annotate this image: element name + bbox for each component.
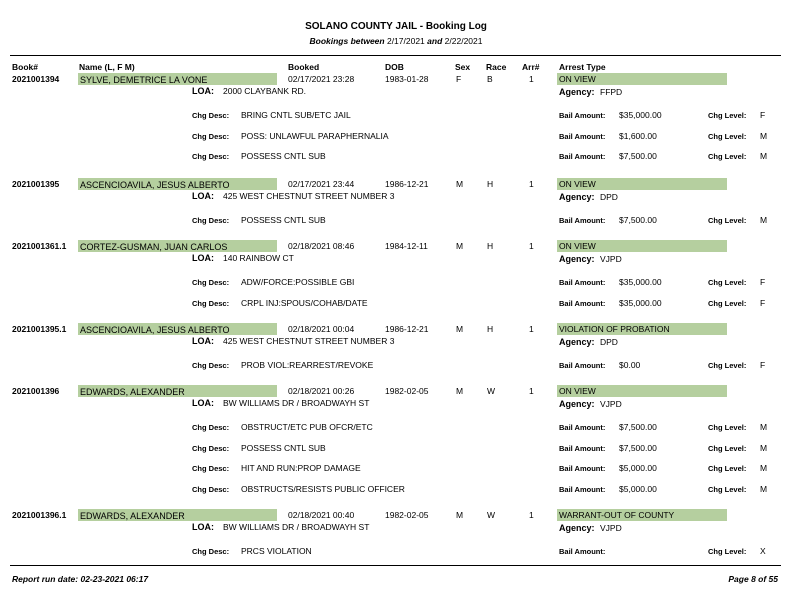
- header-rule: [10, 55, 781, 56]
- location-of-arrest: BW WILLIAMS DR / BROADWAYH ST: [223, 398, 370, 408]
- sex: M: [456, 509, 464, 520]
- booked-datetime: 02/18/2021 00:26: [288, 385, 355, 396]
- arrest-type: ON VIEW: [559, 385, 596, 396]
- inmate-name: ASCENCIOAVILA, JESUS ALBERTO: [80, 179, 230, 190]
- chg-desc-label: Chg Desc:: [192, 152, 230, 162]
- agency-label: Agency:: [559, 192, 595, 202]
- sex: M: [456, 323, 464, 334]
- booking-number: 2021001394: [12, 73, 60, 84]
- charge-level: M: [760, 151, 768, 162]
- charge-description: BRING CNTL SUB/ETC JAIL: [241, 110, 351, 120]
- chg-desc-label: Chg Desc:: [192, 216, 230, 225]
- charge-description: PROB VIOL:REARREST/REVOKE: [241, 360, 374, 370]
- chg-desc-label: Chg Desc:: [192, 111, 230, 120]
- chg-desc-label: Chg Desc:: [192, 464, 230, 474]
- arrest-type: ON VIEW: [559, 178, 596, 189]
- col-race: Race: [486, 62, 507, 72]
- race: H: [487, 323, 494, 334]
- bail-amount-label: Bail Amount:: [559, 464, 606, 474]
- sex: M: [456, 240, 464, 251]
- col-book: Book#: [12, 62, 38, 72]
- col-arrest-type: Arrest Type: [559, 62, 606, 72]
- inmate-name: SYLVE, DEMETRICE LA VONE: [80, 74, 208, 85]
- bail-amount: $35,000.00: [619, 297, 662, 308]
- agency-label: Agency:: [559, 254, 595, 264]
- charge-description: OBSTRUCT/ETC PUB OFCR/ETC: [241, 422, 373, 432]
- bail-amount: $35,000.00: [619, 110, 662, 120]
- agency-label: Agency:: [559, 337, 595, 347]
- chg-level-label: Chg Level:: [708, 464, 747, 474]
- bail-amount-label: Bail Amount:: [559, 547, 606, 556]
- charge-description: POSSESS CNTL SUB: [241, 151, 326, 162]
- charge-description: PRCS VIOLATION: [241, 546, 312, 556]
- charge-level: X: [760, 546, 766, 556]
- chg-desc-label: Chg Desc:: [192, 423, 230, 432]
- bail-amount-label: Bail Amount:: [559, 111, 606, 120]
- agency-label: Agency:: [559, 399, 595, 409]
- bail-amount: $0.00: [619, 360, 641, 370]
- arrest-number: 1: [529, 385, 534, 396]
- charge-level: F: [760, 297, 766, 308]
- loa-label: LOA:: [192, 398, 214, 408]
- bail-amount-label: Bail Amount:: [559, 361, 606, 370]
- date-of-birth: 1983-01-28: [385, 73, 429, 84]
- race: W: [487, 385, 496, 396]
- sex: F: [456, 73, 462, 84]
- booking-number: 2021001396: [12, 385, 60, 396]
- race: B: [487, 73, 493, 84]
- arresting-agency: FFPD: [600, 87, 623, 97]
- agency-label: Agency:: [559, 523, 595, 533]
- booked-datetime: 02/18/2021 00:04: [288, 323, 355, 334]
- arrest-number: 1: [529, 178, 534, 189]
- col-sex: Sex: [455, 62, 471, 72]
- col-arr: Arr#: [522, 62, 540, 72]
- chg-level-label: Chg Level:: [708, 298, 747, 308]
- charge-level: M: [760, 215, 768, 225]
- date-of-birth: 1984-12-11: [385, 240, 428, 251]
- bail-amount: $7,500.00: [619, 442, 657, 453]
- agency-label: Agency:: [559, 87, 595, 97]
- location-of-arrest: 425 WEST CHESTNUT STREET NUMBER 3: [223, 336, 395, 346]
- booking-number: 2021001395.1: [12, 323, 67, 334]
- arrest-number: 1: [529, 323, 534, 334]
- charge-level: F: [760, 110, 766, 120]
- col-dob: DOB: [385, 62, 404, 72]
- date-from: 2/17/2021: [386, 36, 425, 46]
- loa-label: LOA:: [192, 86, 214, 96]
- bail-amount: $35,000.00: [619, 277, 662, 287]
- arrest-type: ON VIEW: [559, 73, 596, 84]
- arresting-agency: DPD: [600, 337, 618, 347]
- arrest-type: ON VIEW: [559, 240, 596, 251]
- bail-amount-label: Bail Amount:: [559, 152, 606, 162]
- date-of-birth: 1986-12-21: [385, 323, 429, 334]
- sex: M: [456, 385, 464, 396]
- bail-amount-label: Bail Amount:: [559, 423, 606, 432]
- bail-amount: $7,500.00: [619, 151, 657, 162]
- location-of-arrest: BW WILLIAMS DR / BROADWAYH ST: [223, 522, 370, 532]
- bail-amount-label: Bail Amount:: [559, 278, 606, 287]
- charge-description: POSS: UNLAWFUL PARAPHERNALIA: [241, 130, 389, 141]
- arresting-agency: VJPD: [600, 254, 622, 264]
- arrest-number: 1: [529, 509, 534, 520]
- booked-datetime: 02/18/2021 08:46: [288, 240, 355, 251]
- chg-level-label: Chg Level:: [708, 443, 747, 453]
- charge-description: POSSESS CNTL SUB: [241, 215, 326, 225]
- charge-description: ADW/FORCE:POSSIBLE GBI: [241, 277, 355, 287]
- loa-label: LOA:: [192, 336, 214, 346]
- charge-level: M: [760, 463, 768, 474]
- charge-level: M: [760, 442, 768, 453]
- chg-desc-label: Chg Desc:: [192, 298, 230, 308]
- inmate-name: EDWARDS, ALEXANDER: [80, 386, 185, 397]
- chg-level-label: Chg Level:: [708, 547, 747, 556]
- location-of-arrest: 2000 CLAYBANK RD.: [223, 86, 306, 96]
- chg-level-label: Chg Level:: [708, 131, 747, 141]
- arresting-agency: VJPD: [600, 399, 622, 409]
- date-of-birth: 1982-02-05: [385, 385, 429, 396]
- chg-level-label: Chg Level:: [708, 361, 747, 370]
- charge-level: M: [760, 130, 768, 141]
- charge-level: F: [760, 277, 766, 287]
- bail-amount: $5,000.00: [619, 483, 657, 494]
- bail-amount: $5,000.00: [619, 463, 657, 474]
- bail-amount: $1,600.00: [619, 130, 657, 141]
- race: W: [487, 509, 496, 520]
- chg-desc-label: Chg Desc:: [192, 361, 230, 370]
- booking-number: 2021001361.1: [12, 240, 67, 251]
- booking-number: 2021001395: [12, 178, 60, 189]
- charge-level: M: [760, 422, 768, 432]
- col-name: Name (L, F M): [79, 62, 135, 72]
- bail-amount-label: Bail Amount:: [559, 131, 606, 141]
- booked-datetime: 02/18/2021 00:40: [288, 509, 355, 520]
- location-of-arrest: 140 RAINBOW CT: [223, 253, 294, 263]
- booked-datetime: 02/17/2021 23:28: [288, 73, 355, 84]
- arrest-type: WARRANT-OUT OF COUNTY: [559, 509, 675, 520]
- sex: M: [456, 178, 464, 189]
- booked-datetime: 02/17/2021 23:44: [288, 178, 355, 189]
- race: H: [487, 240, 494, 251]
- race: H: [487, 178, 494, 189]
- arrest-type: VIOLATION OF PROBATION: [559, 323, 670, 334]
- location-of-arrest: 425 WEST CHESTNUT STREET NUMBER 3: [223, 191, 395, 201]
- inmate-name: CORTEZ-GUSMAN, JUAN CARLOS: [80, 241, 228, 252]
- arresting-agency: VJPD: [600, 523, 622, 533]
- arresting-agency: DPD: [600, 192, 618, 202]
- charge-description: CRPL INJ:SPOUS/COHAB/DATE: [241, 297, 368, 308]
- report-title: SOLANO COUNTY JAIL - Booking Log: [305, 21, 487, 32]
- chg-desc-label: Chg Desc:: [192, 278, 230, 287]
- arrest-number: 1: [529, 73, 534, 84]
- bail-amount: $7,500.00: [619, 422, 657, 432]
- report-run-date: Report run date: 02-23-2021 06:17: [12, 574, 149, 584]
- charge-level: F: [760, 360, 766, 370]
- chg-level-label: Chg Level:: [708, 111, 747, 120]
- bail-amount-label: Bail Amount:: [559, 298, 606, 308]
- chg-desc-label: Chg Desc:: [192, 443, 230, 453]
- charge-description: HIT AND RUN:PROP DAMAGE: [241, 463, 361, 474]
- loa-label: LOA:: [192, 253, 214, 263]
- footer-rule: [10, 565, 781, 566]
- charge-description: OBSTRUCTS/RESISTS PUBLIC OFFICER: [241, 483, 405, 494]
- inmate-name: EDWARDS, ALEXANDER: [80, 510, 185, 521]
- chg-level-label: Chg Level:: [708, 423, 747, 432]
- bail-amount-label: Bail Amount:: [559, 216, 606, 225]
- chg-level-label: Chg Level:: [708, 484, 747, 494]
- bail-amount-label: Bail Amount:: [559, 443, 606, 453]
- chg-level-label: Chg Level:: [708, 216, 747, 225]
- booking-number: 2021001396.1: [12, 509, 67, 520]
- inmate-name: ASCENCIOAVILA, JESUS ALBERTO: [80, 324, 230, 335]
- page-number: Page 8 of 55: [728, 574, 778, 584]
- date-of-birth: 1986-12-21: [385, 178, 429, 189]
- date-to: 2/22/2021: [444, 36, 483, 46]
- arrest-number: 1: [529, 240, 534, 251]
- subtitle-and: and: [427, 36, 443, 46]
- subtitle-prefix: Bookings between: [309, 36, 385, 46]
- charge-description: POSSESS CNTL SUB: [241, 442, 326, 453]
- chg-desc-label: Chg Desc:: [192, 484, 230, 494]
- date-of-birth: 1982-02-05: [385, 509, 429, 520]
- charge-level: M: [760, 483, 768, 494]
- col-booked: Booked: [288, 62, 320, 72]
- chg-level-label: Chg Level:: [708, 278, 747, 287]
- bail-amount: $7,500.00: [619, 215, 657, 225]
- loa-label: LOA:: [192, 522, 214, 532]
- chg-desc-label: Chg Desc:: [192, 131, 230, 141]
- loa-label: LOA:: [192, 191, 214, 201]
- chg-level-label: Chg Level:: [708, 152, 747, 162]
- chg-desc-label: Chg Desc:: [192, 547, 230, 556]
- bail-amount-label: Bail Amount:: [559, 484, 606, 494]
- report-subtitle: [0, 36, 792, 46]
